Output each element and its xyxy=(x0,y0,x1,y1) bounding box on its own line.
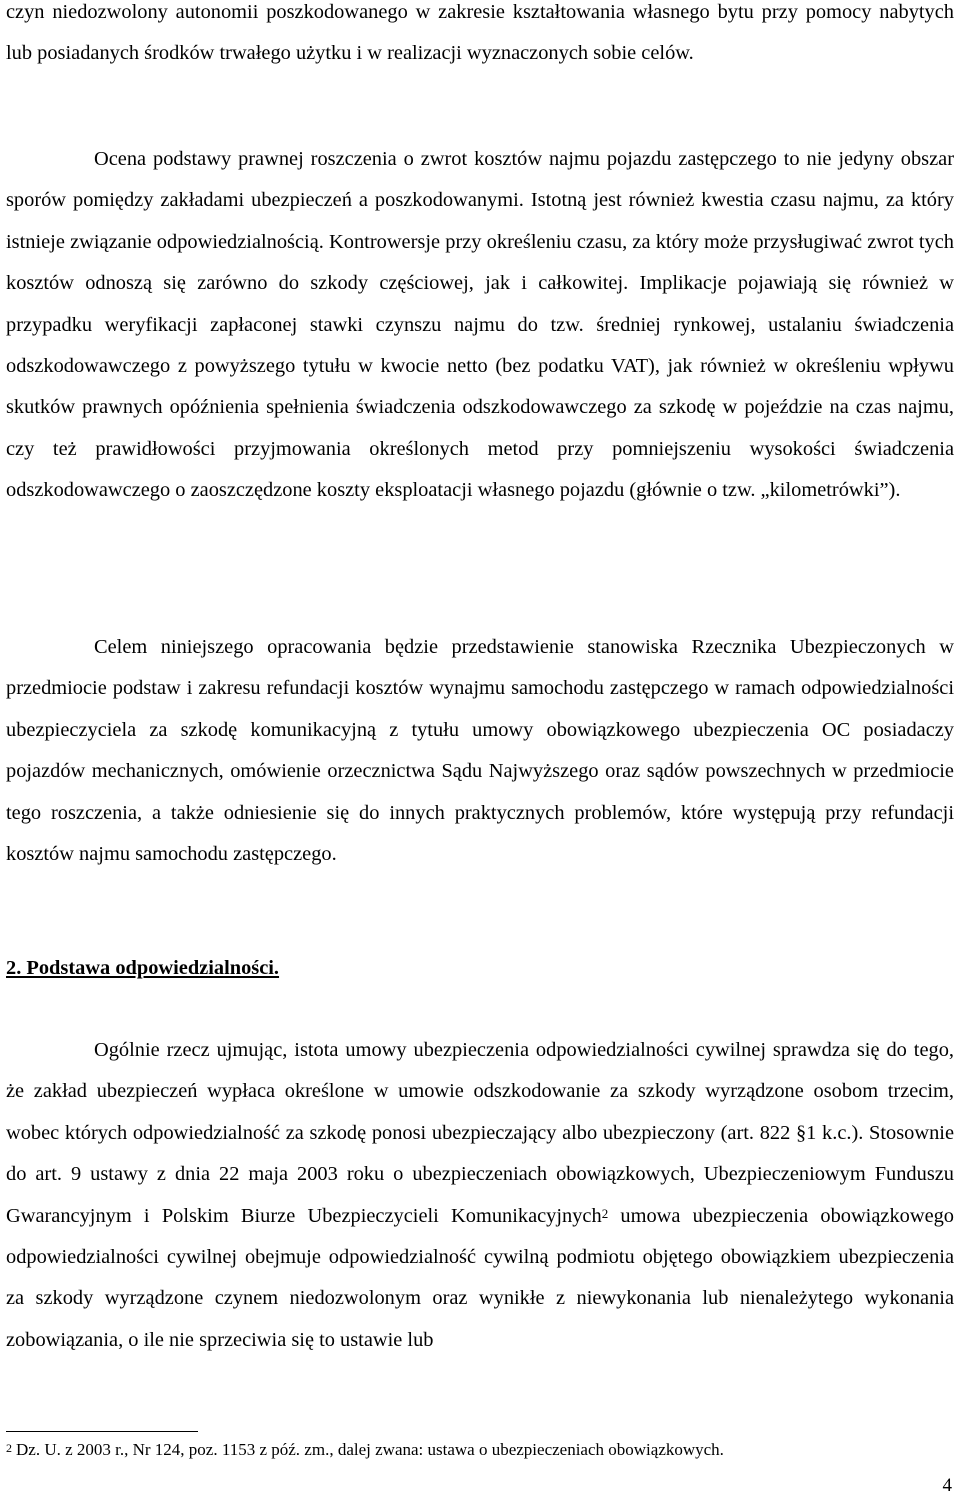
paragraph-liability-basis xyxy=(6,1030,954,1361)
footnote-mark: 2 xyxy=(6,1441,12,1455)
paragraph-liability-basis-text: Ogólnie rzecz ujmując, istota umowy ubezpieczenia odpowiedzialności cywilnej sprawdza się do tego, że zakład ubezpieczeń wypłaca określone w umowie odszkodowanie za szkody wyrządzone osobom trzecim, wobec których odpowiedzialność za szkodę ponosi ubezpieczający albo ubezpieczony (art. 822 §1 k.c.). Stosownie do art. 9 ustawy z dnia 22 maja 2003 roku o ubezpieczeniach obowiązkowych, Ubezpieczeniowym Funduszu Gwarancyjnym i Polskim Biurze Ubezpieczycieli Komunikacyjnych xyxy=(6,1039,954,1227)
footnote-reference[interactable]: 2 xyxy=(601,1205,609,1221)
paragraph-liability-basis-text-continued: umowa ubezpieczenia obowiązkowego odpowiedzialności cywilnej obejmuje odpowiedzialność cywilną podmiotu objętego obowiązkiem ubezpieczenia za szkody wyrządzone czynem niedozwolonym oraz wynikłe z niewykonania lub nienależytego wykonania zobowiązania, o ile nie sprzeciwia się to ustawie lub xyxy=(6,1204,955,1351)
paragraph-replacement-vehicle-disputes: Ocena podstawy prawnej roszczenia o zwrot kosztów najmu pojazdu zastępczego to nie jedyny obszar sporów pomiędzy zakładami ubezpieczeń a poszkodowanymi. Istotną jest również kwestia czasu najmu, za który istnieje związanie odpowiedzialnością. Kontrowersje przy określeniu czasu, za który może przysługiwać zwrot tych kosztów odnoszą się zarówno do szkody częściowej, jak i całkowitej. Implikacje pojawiają się również w przypadku weryfikacji zapłaconej stawki czynszu najmu do tzw. średniej rynkowej, ustalaniu świadczenia odszkodowawczego z powyższego tytułu w kwocie netto (bez podatku VAT), jak również w określeniu wpływu skutków prawnych opóźnienia spełnienia świadczenia odszkodowawczego za szkodę w pojeździe na czas najmu, czy też prawidłowości przyjmowania określonych metod przy pomniejszeniu wysokości świadczenia odszkodowawczego o zaoszczędzone koszty eksploatacji własnego pojazdu (głównie o tzw. „kilometrówki”). xyxy=(6,148,954,502)
footnote-text: Dz. U. z 2003 r., Nr 124, poz. 1153 z póź. zm., dalej zwana: ustawa o ubezpieczeniach obowiązkowych. xyxy=(16,1440,724,1459)
page-number: 4 xyxy=(942,1475,952,1496)
paragraph-study-aim: Celem niniejszego opracowania będzie przedstawienie stanowiska Rzecznika Ubezpieczonych w przedmiocie podstaw i zakresu refundacji kosztów wynajmu samochodu zastępczego w ramach odpowiedzialności ubezpieczyciela za szkodę komunikacyjną z tytułu umowy obowiązkowego ubezpieczenia OC posiadaczy pojazdów mechanicznych, omówienie orzecznictwa Sądu Najwyższego oraz sądów powszechnych w przedmiocie tego roszczenia, a także odniesienie się do innych praktycznych problemów, które występują przy refundacji kosztów najmu samochodu zastępczego. xyxy=(6,636,954,866)
footnote-separator xyxy=(6,1431,198,1432)
paragraph-continuation: czyn niedozwolony autonomii poszkodowanego w zakresie kształtowania własnego bytu przy pomocy nabytych lub posiadanych środków trwałego użytku i w realizacji wyznaczonych sobie celów. xyxy=(6,1,954,65)
footnote xyxy=(6,1437,954,1463)
section-heading: 2. Podstawa odpowiedzialności. xyxy=(6,957,280,979)
